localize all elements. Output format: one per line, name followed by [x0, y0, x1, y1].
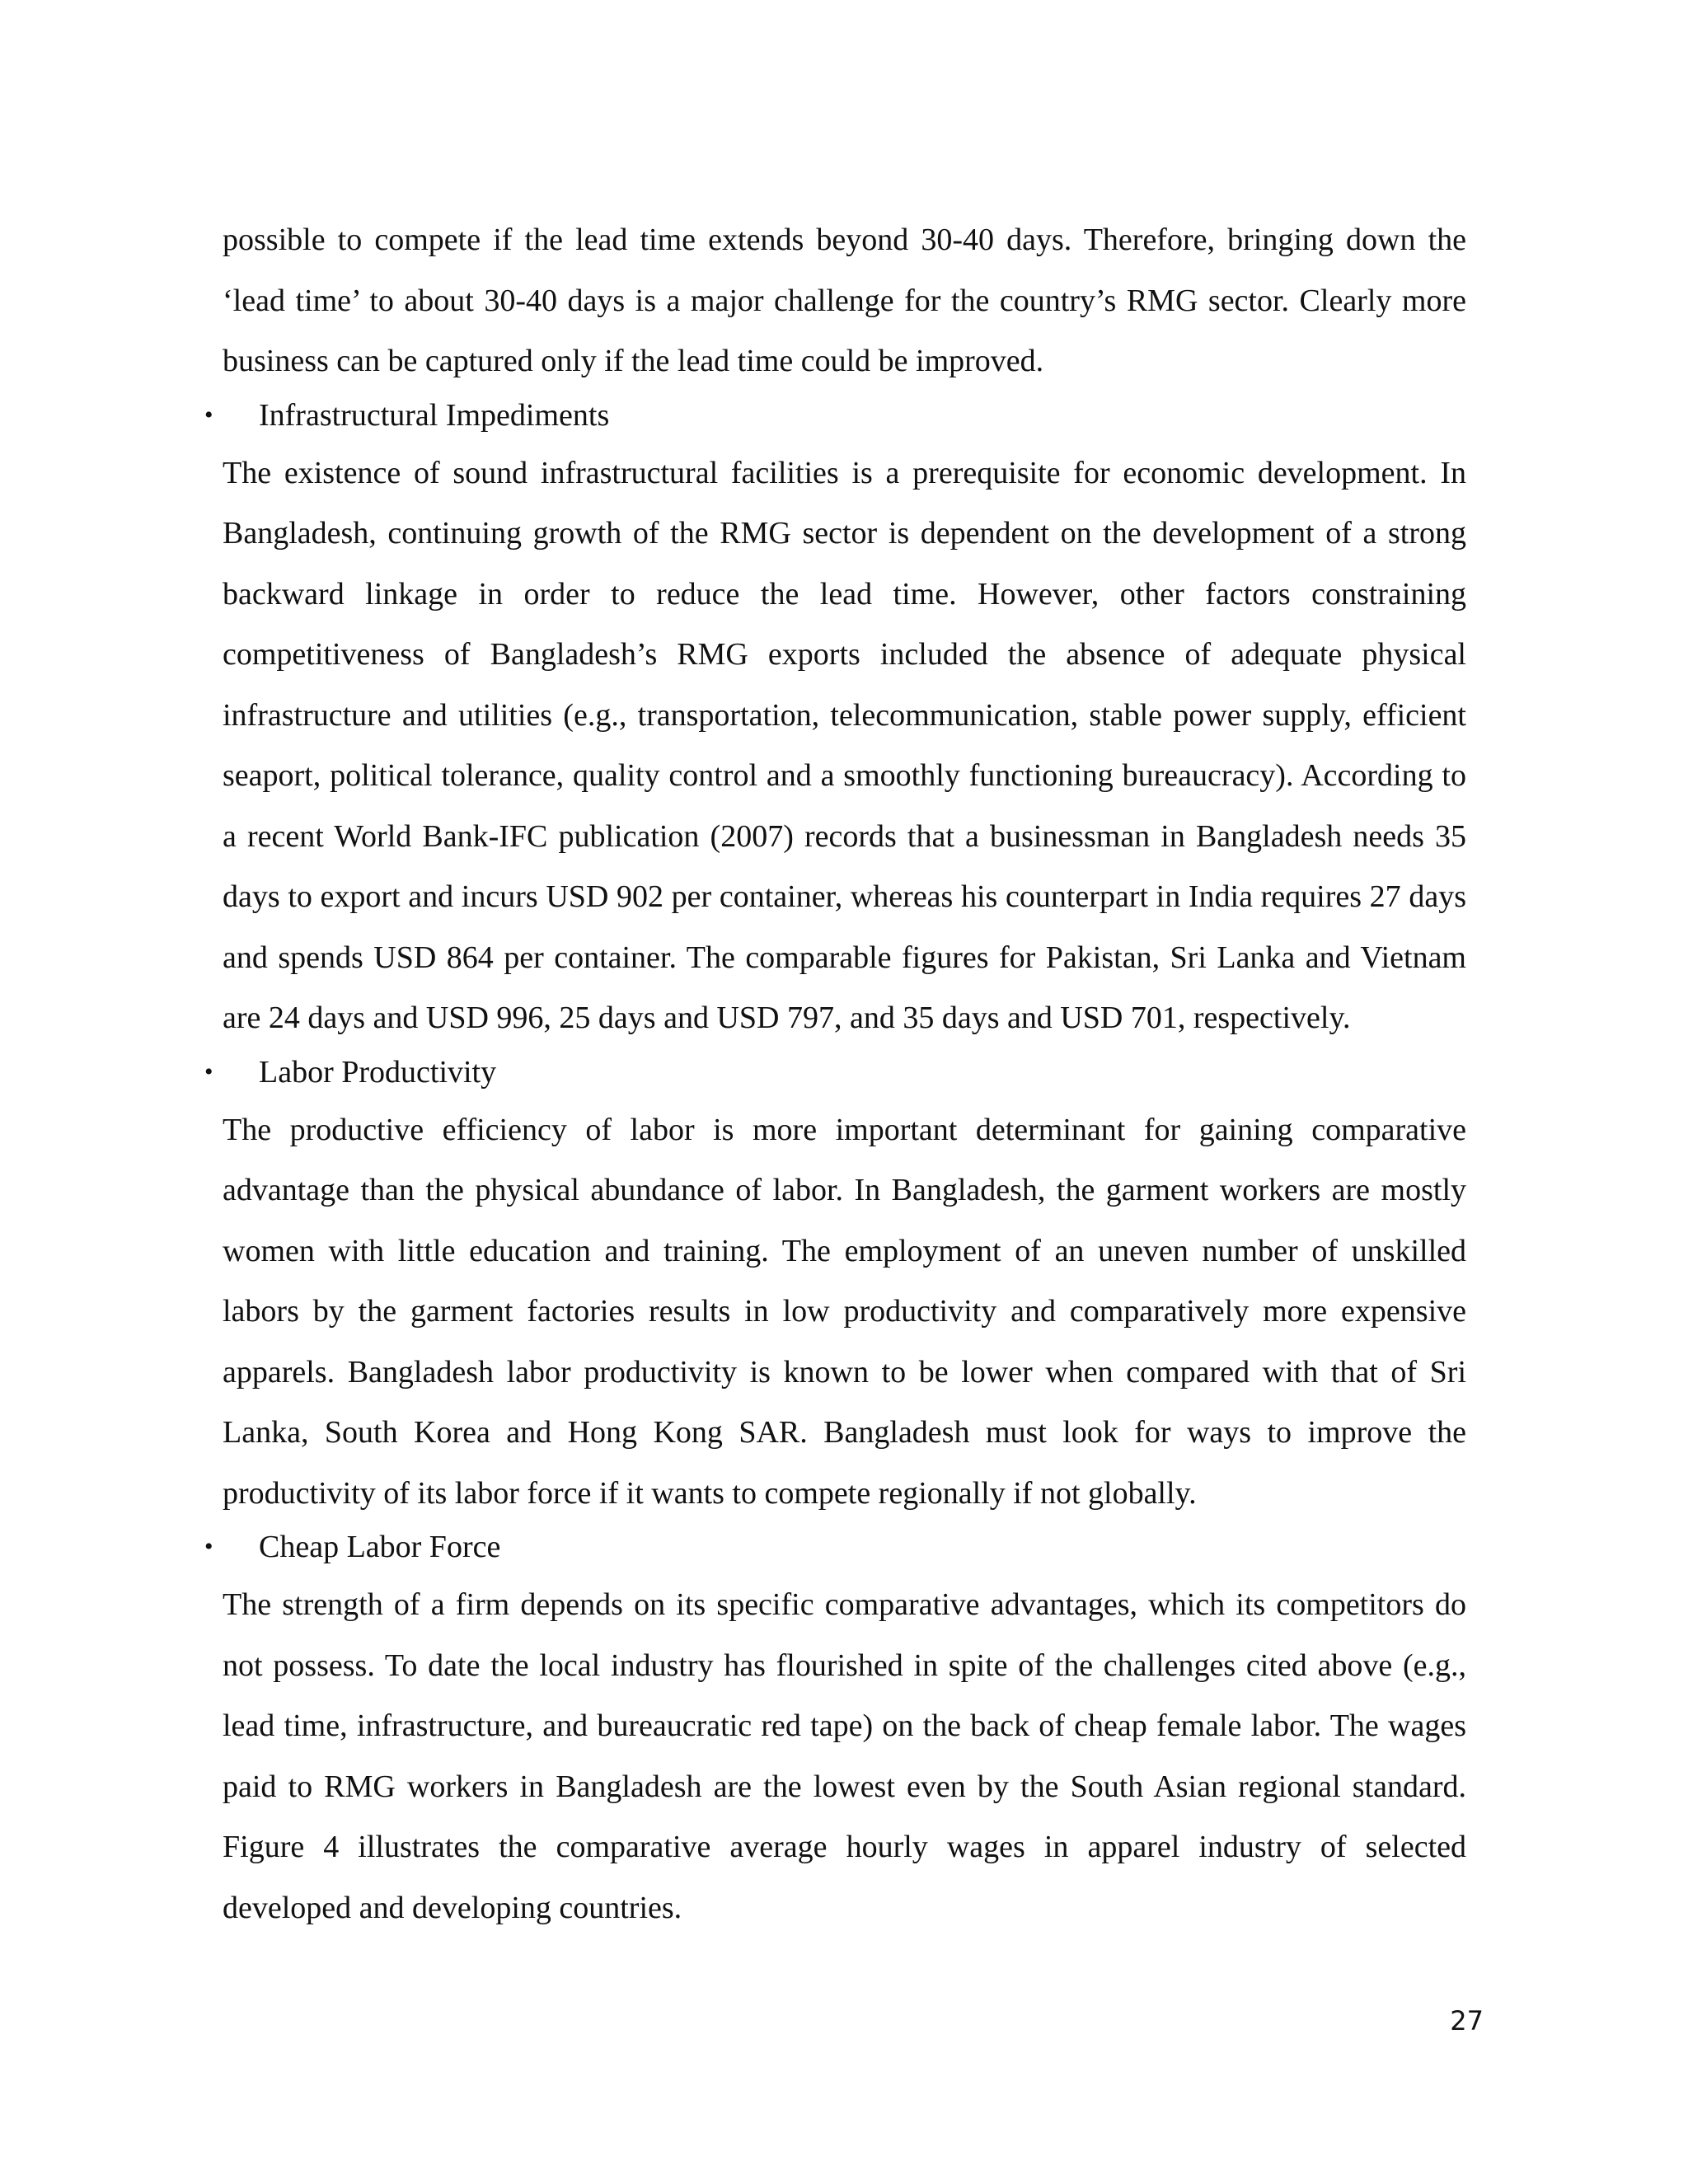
paragraph-labor-productivity: The productive efficiency of labor is more important determinant for gaining comparative advantage than the physical abundance of labor. In Bangladesh, the garment workers are mostly women with little education and training. The employment of an uneven number of unskilled labors by the garment factories results in low productivity and comparatively more expensive apparels. Bangladesh labor productivity is known to be lower when compared with that of Sri Lanka, South Korea and Hong Kong SAR. Bangladesh must look for ways to improve the productivity of its labor force if it wants to compete regionally if not globally.: [223, 1112, 1466, 1511]
paragraph-intro: possible to compete if the lead time extends beyond 30-40 days. Therefore, bringing down the ‘lead time’ to about 30-40 days is a major challenge for the country’s RMG sector. Clearly more business can be captured only if the lead time could be improved.: [223, 223, 1466, 378]
paragraph-infrastructure: The existence of sound infrastructural facilities is a prerequisite for economic development. In Bangladesh, continuing growth of the RMG sector is dependent on the development of a strong backward linkage in order to reduce the lead time. However, other factors constraining competitiveness of Bangladesh’s RMG exports included the absence of adequate physical infrastructure and utilities (e.g., transportation, telecommunication, stable power supply, efficient seaport, political tolerance, quality control and a smoothly functioning bureaucracy). According to a recent World Bank-IFC publication (2007) records that a businessman in Bangladesh needs 35 days to export and incurs USD 902 per container, whereas his counterpart in India requires 27 days and spends USD 864 per container. The comparable figures for Pakistan, Sri Lanka and Vietnam are 24 days and USD 996, 25 days and USD 797, and 35 days and USD 701, respectively.: [223, 455, 1466, 1035]
section-heading: Labor Productivity: [259, 1054, 497, 1090]
bullet-item-labor-productivity: [204, 1049, 1466, 1095]
bullet-item-cheap-labor: [204, 1524, 1466, 1570]
bullet-icon: •: [204, 1057, 213, 1085]
page-number: 27: [1450, 2005, 1484, 2036]
section-heading: Infrastructural Impediments: [259, 397, 610, 433]
section-heading: Cheap Labor Force: [259, 1530, 501, 1564]
bullet-item-infrastructure: [204, 392, 1466, 438]
bullet-icon: •: [204, 1533, 213, 1560]
bullet-icon: •: [204, 401, 213, 429]
page-body: [204, 210, 1466, 1938]
paragraph-cheap-labor: The strength of a firm depends on its specific comparative advantages, which its competitors do not possess. To date the local industry has flourished in spite of the challenges cited above (e.g., lead time, infrastructure, and bureaucratic red tape) on the back of cheap female labor. The wages paid to RMG workers in Bangladesh are the lowest even by the South Asian regional standard. Figure 4 illustrates the comparative average hourly wages in apparel industry of selected developed and developing countries.: [223, 1587, 1466, 1925]
